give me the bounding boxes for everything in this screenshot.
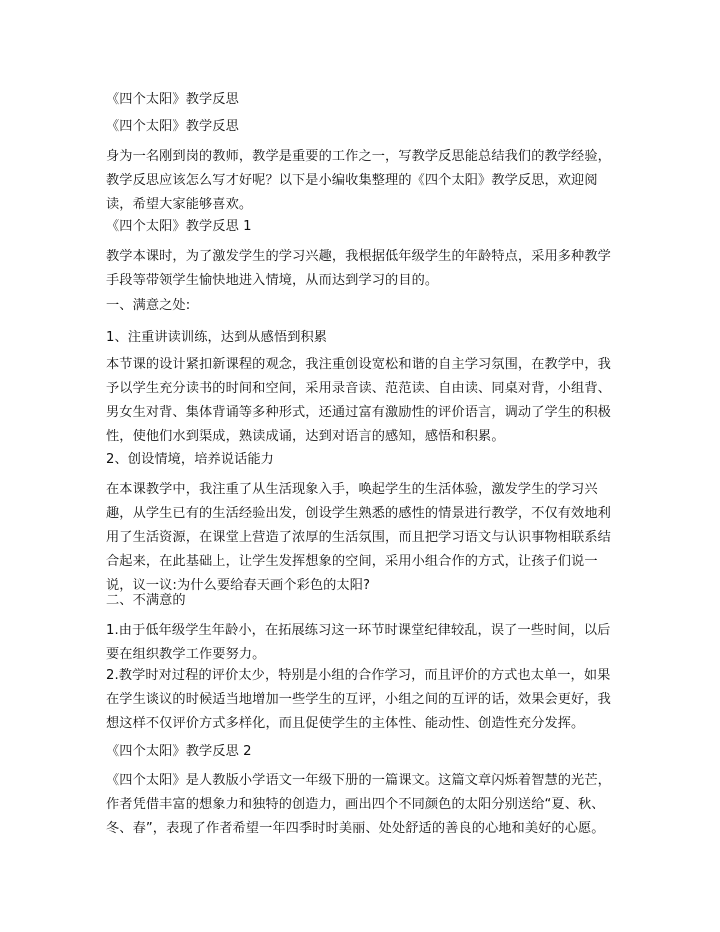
document-title: 《四个太阳》教学反思 [106, 92, 239, 107]
subsection-1-body: 本节课的设计紧扣新课程的观念，我注重创设宽松和谐的自主学习氛围，在教学中，我予以学生充分读书的时间和空间，采用录音读、范范读、自由读、同桌对背，小组背、男女生对背、集体背诵等多种形式，还通过富有激励性的评价语言，调动了学生的积极性，使他们水到渠成，熟读成诵，达到对语言的感知，感悟和积累。 [106, 357, 611, 444]
intro-paragraph: 身为一名刚到岗的教师，教学是重要的工作之一，写教学反思能总结我们的教学经验，教学反思应该怎么写才好呢？以下是小编收集整理的《四个太阳》教学反思，欢迎阅读，希望大家能够喜欢。 [106, 149, 611, 212]
subsection-2-body: 在本课教学中，我注重了从生活现象入手，唤起学生的生活体验，激发学生的学习兴趣，从学生已有的生活经验出发，创设学生熟悉的感性的情景进行教学，不仅有效地利用了生活资源，在课堂上营造了浓厚的生活氛围，而且把学习语文与认识事物相联系结合起来，在此基础上，让学生发挥想象的空间，采用小组合作的方式，让孩子们说一说，议一议:为什么要给春天画个彩色的太阳? [106, 482, 611, 593]
section-1-title: 《四个太阳》教学反思 1 [106, 219, 252, 234]
section-1-paragraph: 教学本课时，为了激发学生的学习兴趣，我根据低年级学生的年龄特点，采用多种教学手段等带领学生愉快地进入情境，从而达到学习的目的。 [106, 249, 611, 288]
section-2-paragraph: 《四个太阳》是人教版小学语文一年级下册的一篇课文。这篇文章闪烁着智慧的光芒，作者凭借丰富的想象力和独特的创造力，画出四个不同颜色的太阳分别送给“夏、秋、冬、春”，表现了作者希望一年四季时时美丽、处处舒适的善良的心地和美好的心愿。 [106, 773, 611, 836]
unsatisfied-item-2: 2.教学时对过程的评价太少，特别是小组的合作学习，而且评价的方式也太单一，如果在学生谈议的时候适当地增加一些学生的互评，小组之间的互评的话，效果会更好，我想这样不仅评价方式多样化，而且促使学生的主体性、能动性、创造性充分发挥。 [106, 668, 611, 731]
subsection-2-title: 2、创设情境，培养说话能力 [106, 452, 274, 467]
unsatisfied-heading: 二、不满意的 [106, 593, 186, 608]
unsatisfied-item-1: 1.由于低年级学生年龄小，在拓展练习这一环节时课堂纪律较乱，误了一些时间，以后要在组织教学工作要努力。 [106, 623, 611, 662]
article-title: 《四个太阳》教学反思 [106, 119, 239, 134]
section-2-title: 《四个太阳》教学反思 2 [106, 744, 252, 759]
subsection-1-title: 1、注重讲读训练，达到从感悟到积累 [106, 330, 328, 345]
satisfied-heading: 一、满意之处: [106, 298, 191, 313]
